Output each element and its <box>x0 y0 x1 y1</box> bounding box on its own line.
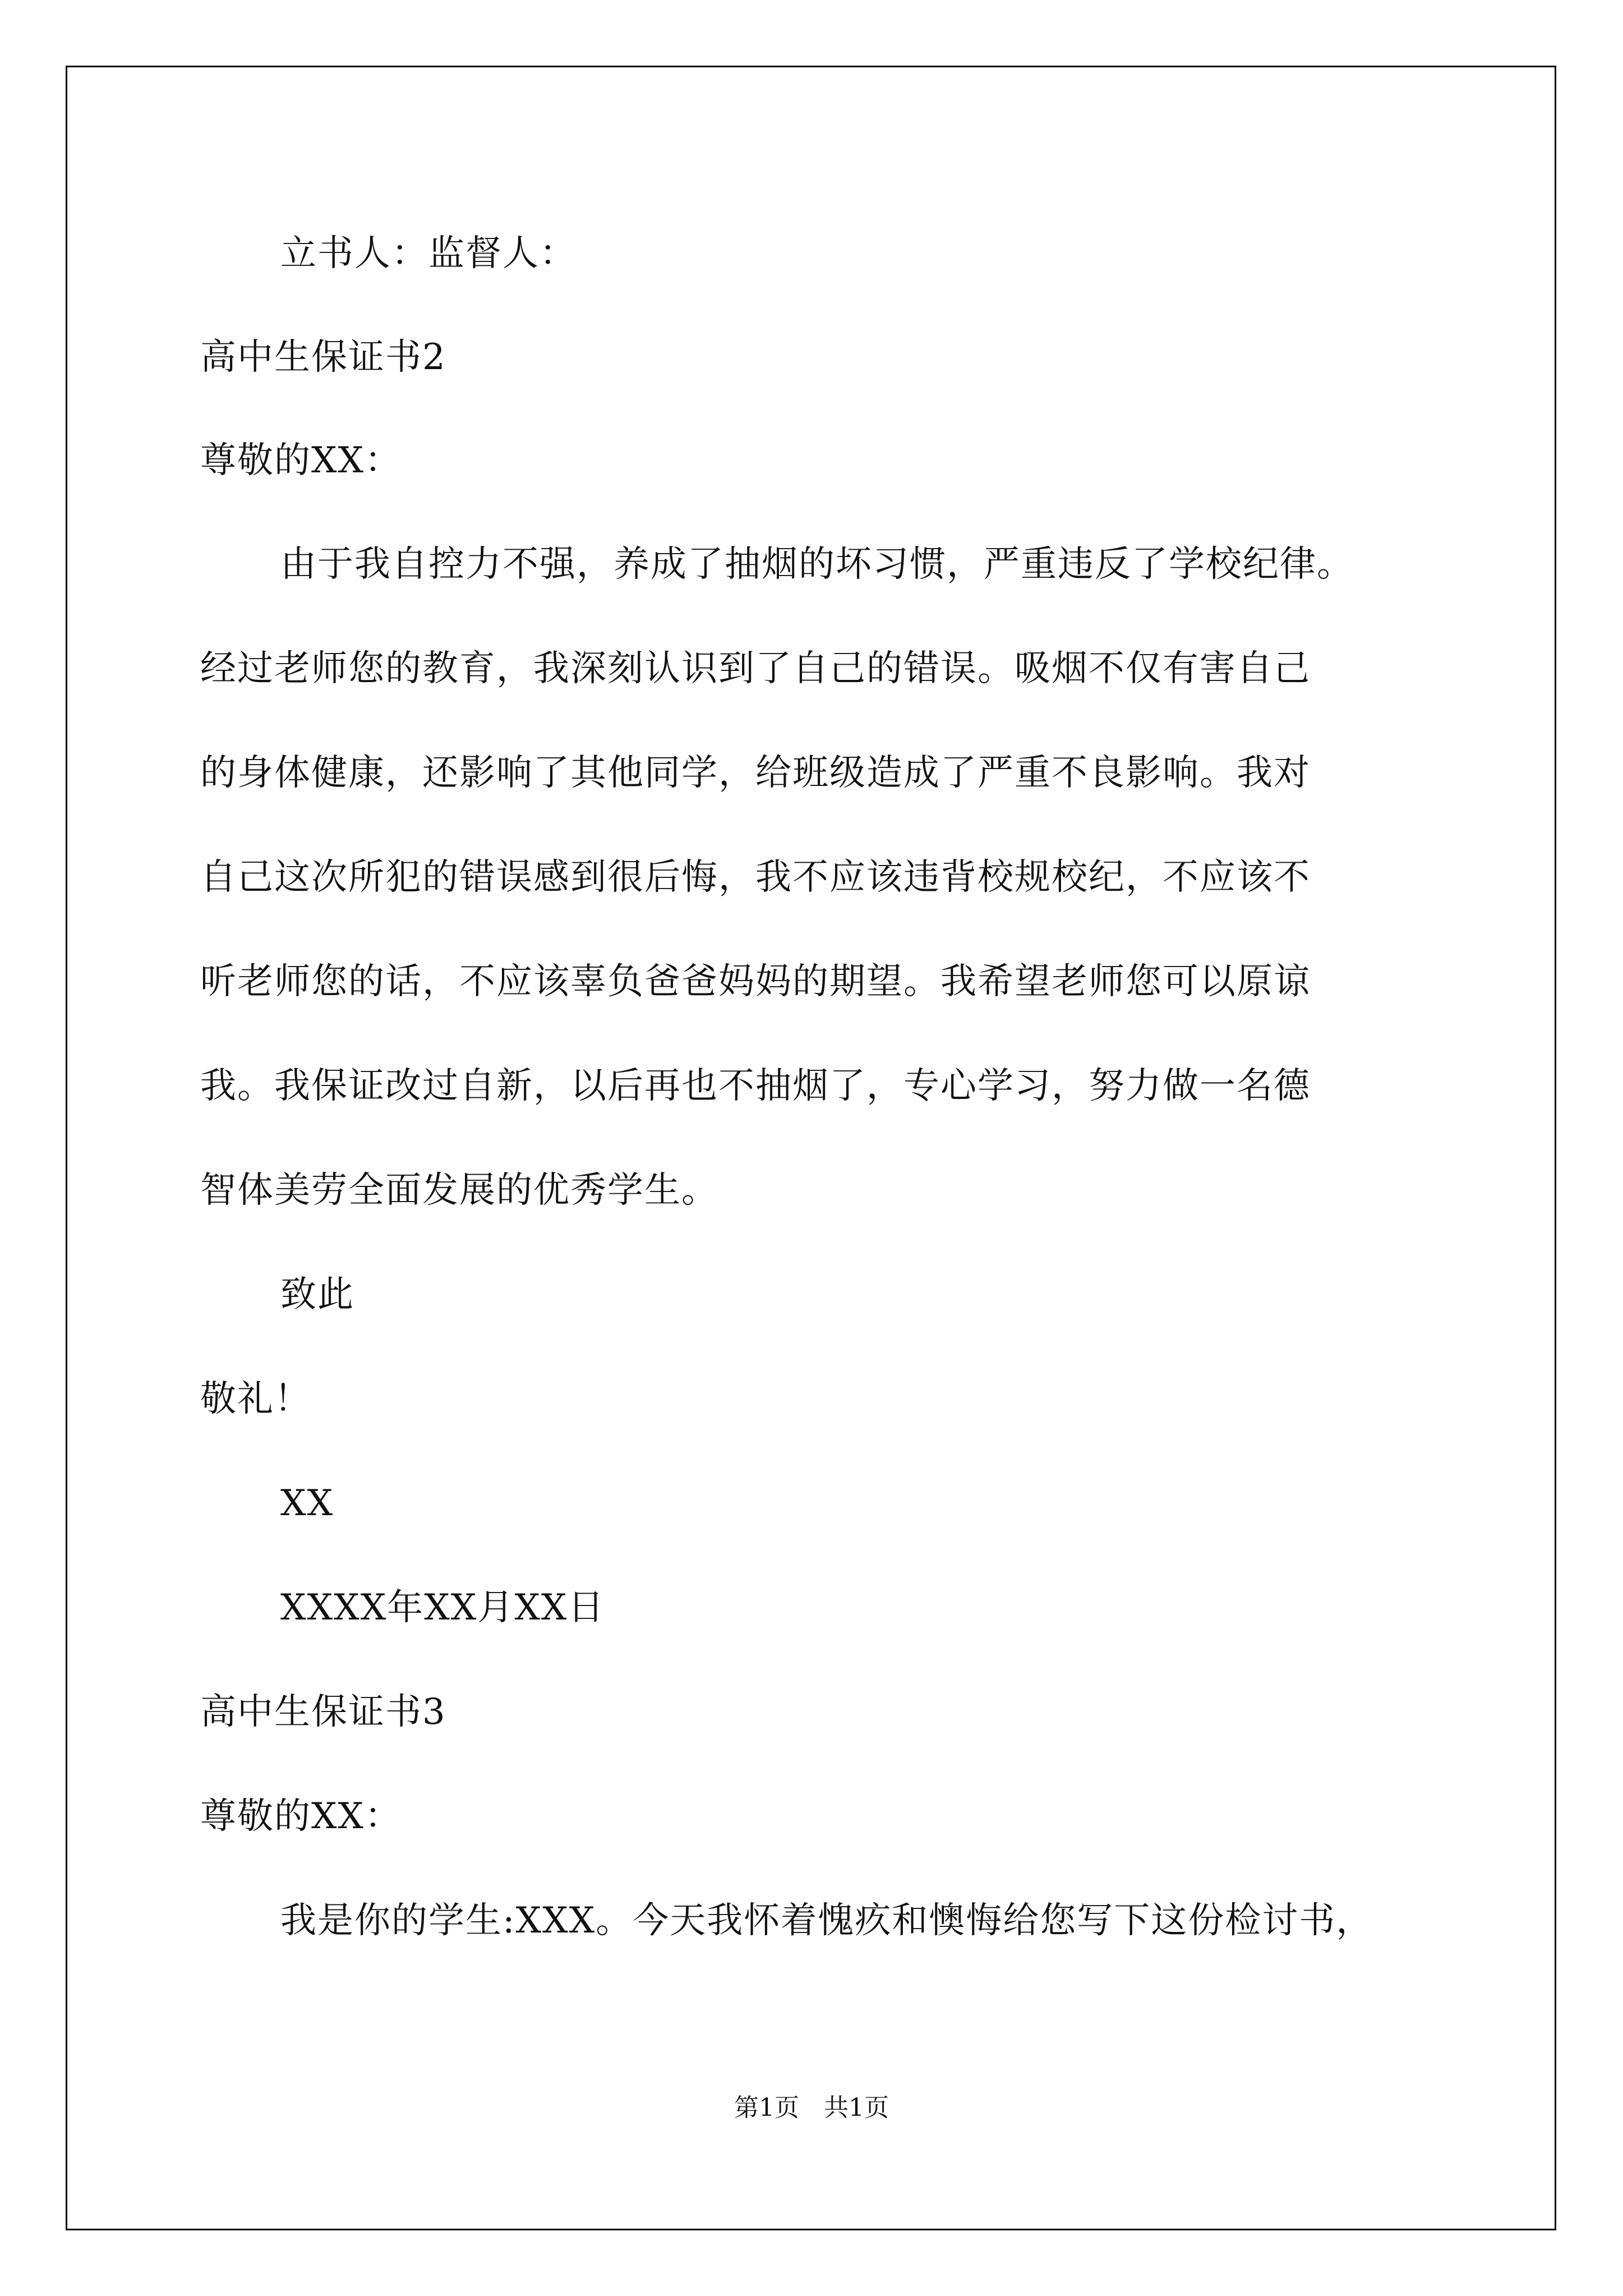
body-paragraph-line: 我是你的学生:XXX。今天我怀着愧疚和懊悔给您写下这份检讨书， <box>280 1900 1373 1941</box>
salutation: 尊敬的XX： <box>200 1796 402 1837</box>
body-paragraph-line: 听老师您的话，不应该辜负爸爸妈妈的期望。我希望老师您可以原谅 <box>200 961 1311 1002</box>
body-paragraph-line: 经过老师您的教育，我深刻认识到了自己的错误。吸烟不仅有害自己 <box>200 648 1311 689</box>
page-number-footer: 第1页 共1页 <box>734 2093 889 2122</box>
section-heading-2: 高中生保证书2 <box>200 337 446 378</box>
section-heading-3: 高中生保证书3 <box>200 1691 446 1733</box>
body-paragraph-line: 智体美劳全面发展的优秀学生。 <box>200 1170 718 1211</box>
body-paragraph-line: 自己这次所犯的错误感到很后悔，我不应该违背校规校纪，不应该不 <box>200 857 1311 898</box>
signature-date: XXXX年XX月XX日 <box>280 1587 605 1628</box>
signature-line: 立书人：监督人： <box>280 233 577 274</box>
body-paragraph-line: 的身体健康，还影响了其他同学，给班级造成了严重不良影响。我对 <box>200 752 1311 794</box>
signer-name: XX <box>280 1483 334 1524</box>
salutation: 尊敬的XX： <box>200 440 402 481</box>
body-paragraph-line: 由于我自控力不强，养成了抽烟的坏习惯，严重违反了学校纪律。 <box>280 544 1354 585</box>
closing-line: 致此 <box>280 1274 354 1315</box>
closing-regards: 敬礼！ <box>200 1378 311 1420</box>
body-paragraph-line: 我。我保证改过自新，以后再也不抽烟了，专心学习，努力做一名德 <box>200 1065 1311 1107</box>
